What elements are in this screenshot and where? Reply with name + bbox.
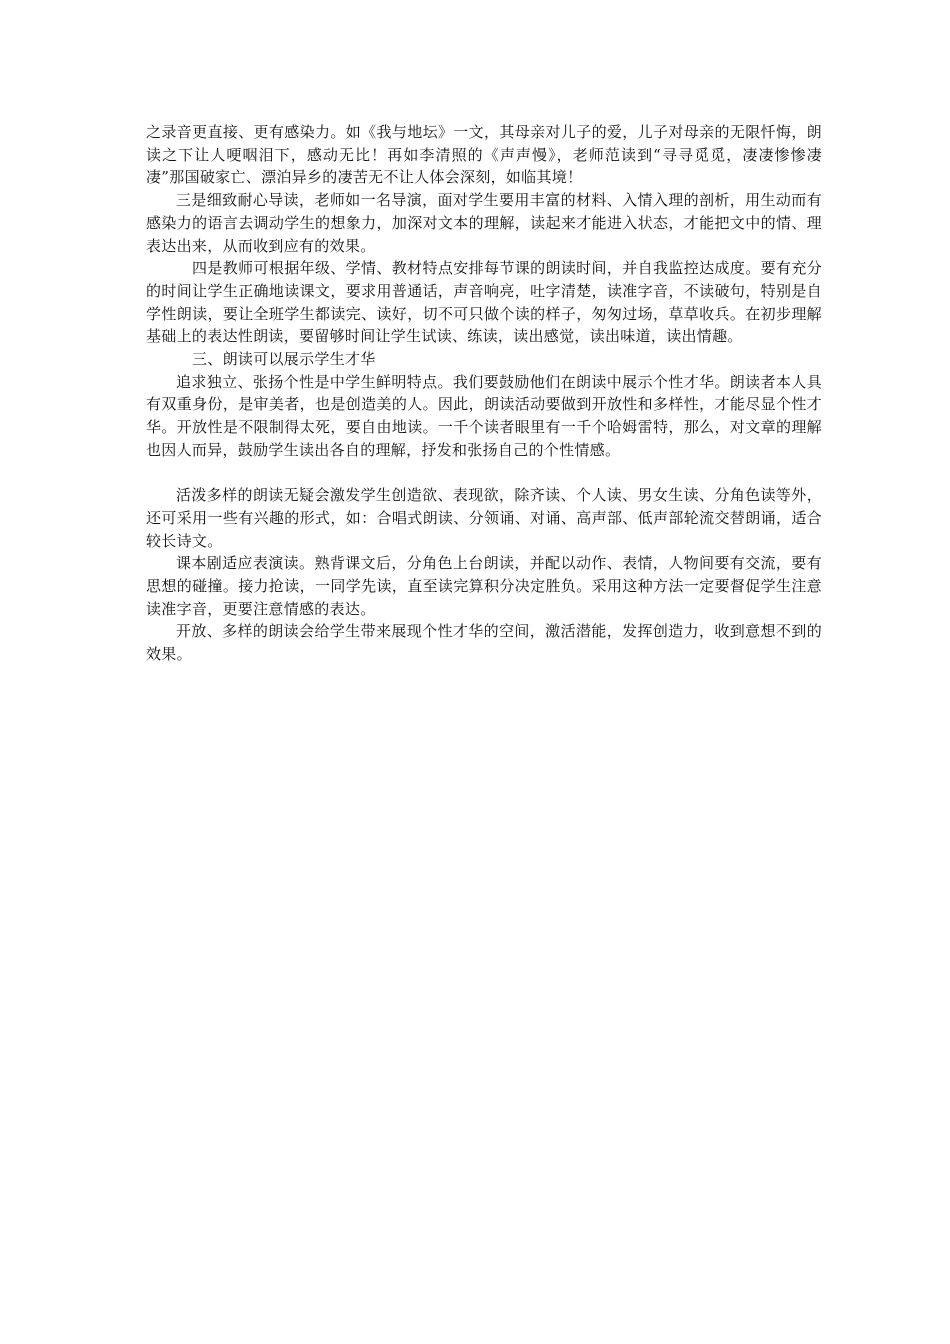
document-body: [146, 121, 822, 666]
paragraph-varied-reading: 活泼多样的朗读无疑会激发学生创造欲、表现欲，除齐读、个人读、男女生读、分角色读等外，还可采用一些有兴趣的形式，如：合唱式朗读、分领诵、对诵、高声部、低声部轮流交替朗诵，适合较长诗文。: [146, 486, 822, 550]
section-heading: 三、朗读可以展示学生才华: [192, 350, 376, 369]
paragraph-guided-reading: 三是细致耐心导读，老师如一名导演，面对学生要用丰富的材料、入情入理的剖析，用生动而有感染力的语言去调动学生的想象力，加深对文本的理解，读起来才能进入状态，才能把文中的情、理表达出来，从而收到应有的效果。: [146, 191, 822, 255]
paragraph-gap: [146, 462, 822, 485]
paragraph-drama-reading: 课本剧适应表演读。熟背课文后，分角色上台朗读，并配以动作、表情，人物间要有交流，要有思想的碰撞。接力抢读，一同学先读，直至读完算积分决定胜负。采用这种方法一定要督促学生注意读准字音，更要注意情感的表达。: [146, 554, 822, 618]
paragraph-conclusion: 开放、多样的朗读会给学生带来展现个性才华的空间，激活潜能，发挥创造力，收到意想不到的效果。: [146, 622, 822, 664]
paragraph-reading-time: 四是教师可根据年级、学情、教材特点安排每节课的朗读时间，并自我监控达成度。要有充分的时间让学生正确地读课文，要求用普通话，声音响亮，吐字清楚，读准字音，不读破句，特别是自学性朗读，要让全班学生都读完、读好，切不可只做个读的样子，匆匆过场，草草收兵。在初步理解基础上的表达性朗读，要留够时间让学生试读、练读，读出感觉，读出味道，读出情趣。: [146, 259, 822, 346]
paragraph-individuality: 追求独立、张扬个性是中学生鲜明特点。我们要鼓励他们在朗读中展示个性才华。朗读者本人具有双重身份，是审美者，也是创造美的人。因此，朗读活动要做到开放性和多样性，才能尽显个性才华。开放性是不限制得太死，要自由地读。一千个读者眼里有一千个哈姆雷特，那么，对文章的理解也因人而异，鼓励学生读出各自的理解，抒发和张扬自己的个性情感。: [146, 372, 822, 459]
paragraph-continuation: 之录音更直接、更有感染力。如《我与地坛》一文，其母亲对儿子的爱，儿子对母亲的无限忏悔，朗读之下让人哽咽泪下，感动无比！再如李清照的《声声慢》，老师范读到“寻寻觅觅，凄凄惨惨凄凄”那国破家亡、漂泊异乡的凄苦无不让人体会深刻，如临其境！: [146, 123, 822, 187]
